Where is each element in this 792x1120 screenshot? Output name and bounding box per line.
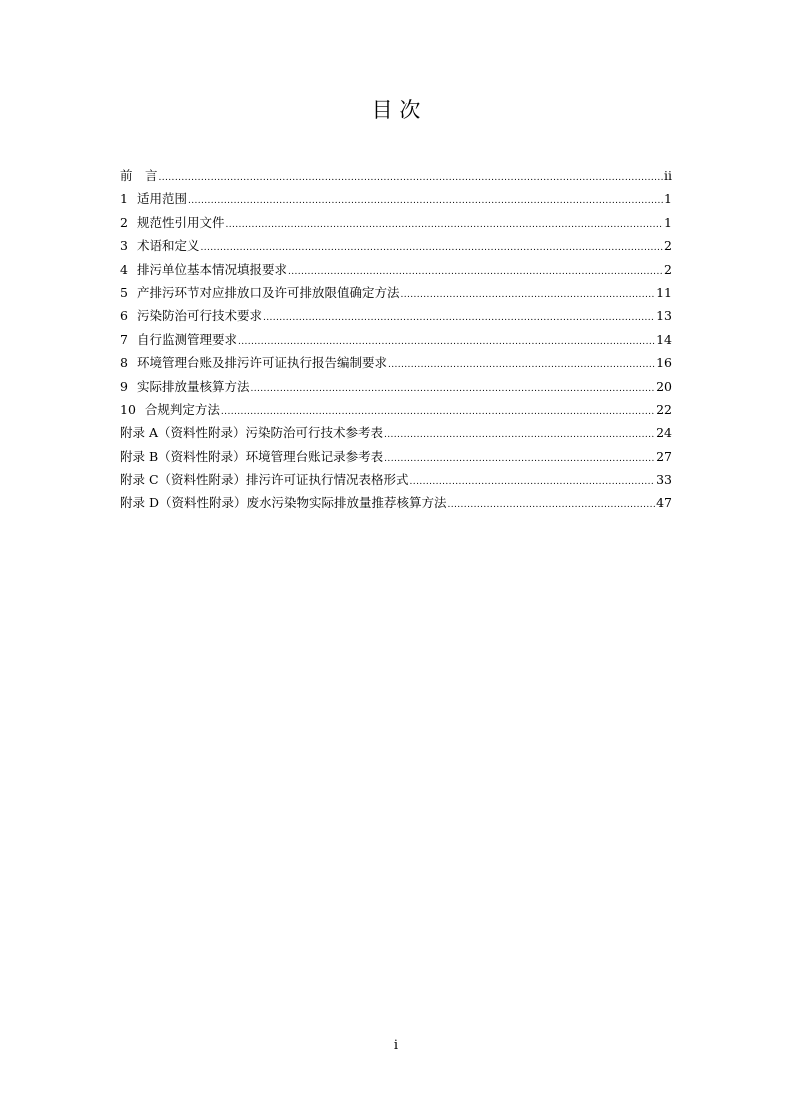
toc-entry-appendix-c[interactable]: [120, 468, 672, 491]
toc-entry-foreword[interactable]: [120, 164, 672, 187]
toc-entry-label: 排污单位基本情况填报要求: [136, 261, 287, 277]
page-number: i: [393, 1038, 399, 1053]
toc-entry-3[interactable]: [120, 234, 672, 257]
toc-entry-number: 9: [120, 378, 128, 394]
toc-entry-number: 2: [120, 214, 128, 230]
toc-entry-label: 产排污环节对应排放口及许可排放限值确定方法: [136, 284, 400, 300]
toc-entry-label: 适用范围: [136, 191, 187, 207]
toc-entry-label: 附录 C（资料性附录）排污许可证执行情况表格形式: [120, 472, 409, 488]
toc-entry-6[interactable]: [120, 304, 672, 327]
toc-entry-label: 规范性引用文件: [136, 214, 225, 230]
toc-dot-leader: [388, 354, 655, 377]
toc-dot-leader: [384, 424, 655, 447]
toc-entry-label: 附录 D（资料性附录）废水污染物实际排放量推荐核算方法: [120, 495, 447, 511]
toc-entry-page: 11: [656, 284, 672, 300]
toc-entry-7[interactable]: [120, 328, 672, 351]
toc-entry-page: 16: [656, 355, 672, 371]
toc-entry-label: 环境管理台账及排污许可证执行报告编制要求: [136, 355, 387, 371]
toc-entry-page: 24: [656, 425, 672, 441]
toc-dot-leader: [225, 214, 663, 237]
toc-entry-appendix-d[interactable]: [120, 491, 672, 514]
toc-entry-number: 10: [120, 401, 136, 417]
toc-entry-page: 1: [664, 191, 672, 207]
toc-entry-2[interactable]: [120, 211, 672, 234]
toc-entry-page: 33: [656, 472, 672, 488]
page-title: 目 次: [371, 98, 421, 122]
toc-entry-page: 1: [664, 214, 672, 230]
toc-entry-page: 13: [656, 308, 672, 324]
toc-dot-leader: [188, 190, 663, 213]
toc-entry-9[interactable]: [120, 375, 672, 398]
toc-entry-10[interactable]: [120, 398, 672, 421]
toc-dot-leader: [384, 448, 655, 471]
toc-dot-leader: [263, 307, 655, 330]
toc-entry-label: 术语和定义: [136, 238, 200, 254]
toc-entry-label: 前 言: [120, 168, 158, 183]
toc-entry-label: 污染防治可行技术要求: [136, 308, 262, 324]
toc-dot-leader: [250, 378, 655, 401]
toc-entry-label: 自行监测管理要求: [136, 331, 237, 347]
toc-entry-1[interactable]: [120, 187, 672, 210]
toc-entry-number: 8: [120, 355, 128, 371]
toc-entry-page: ii: [664, 168, 672, 183]
toc-entry-appendix-b[interactable]: [120, 445, 672, 468]
toc-entry-page: 2: [664, 261, 672, 277]
toc-entry-4[interactable]: [120, 258, 672, 281]
toc-entry-label: 合规判定方法: [144, 401, 220, 417]
toc-entry-appendix-a[interactable]: [120, 421, 672, 444]
toc-entry-8[interactable]: [120, 351, 672, 374]
table-of-contents: [120, 164, 672, 515]
toc-entry-number: 4: [120, 261, 128, 277]
toc-entry-page: 27: [656, 448, 672, 464]
toc-dot-leader: [400, 284, 655, 307]
toc-entry-page: 22: [656, 401, 672, 417]
toc-entry-label: 实际排放量核算方法: [136, 378, 250, 394]
toc-dot-leader: [159, 167, 663, 190]
toc-entry-page: 47: [656, 495, 672, 511]
toc-entry-label: 附录 B（资料性附录）环境管理台账记录参考表: [120, 448, 384, 464]
toc-entry-number: 1: [120, 191, 128, 207]
toc-entry-5[interactable]: [120, 281, 672, 304]
toc-entry-number: 5: [120, 284, 128, 300]
toc-dot-leader: [448, 494, 656, 517]
toc-entry-page: 20: [656, 378, 672, 394]
toc-entry-page: 2: [664, 238, 672, 254]
toc-entry-number: 3: [120, 238, 128, 254]
toc-entry-number: 6: [120, 308, 128, 324]
toc-entry-number: 7: [120, 331, 128, 347]
toc-entry-page: 14: [656, 331, 672, 347]
toc-entry-label: 附录 A（资料性附录）污染防治可行技术参考表: [120, 425, 384, 441]
